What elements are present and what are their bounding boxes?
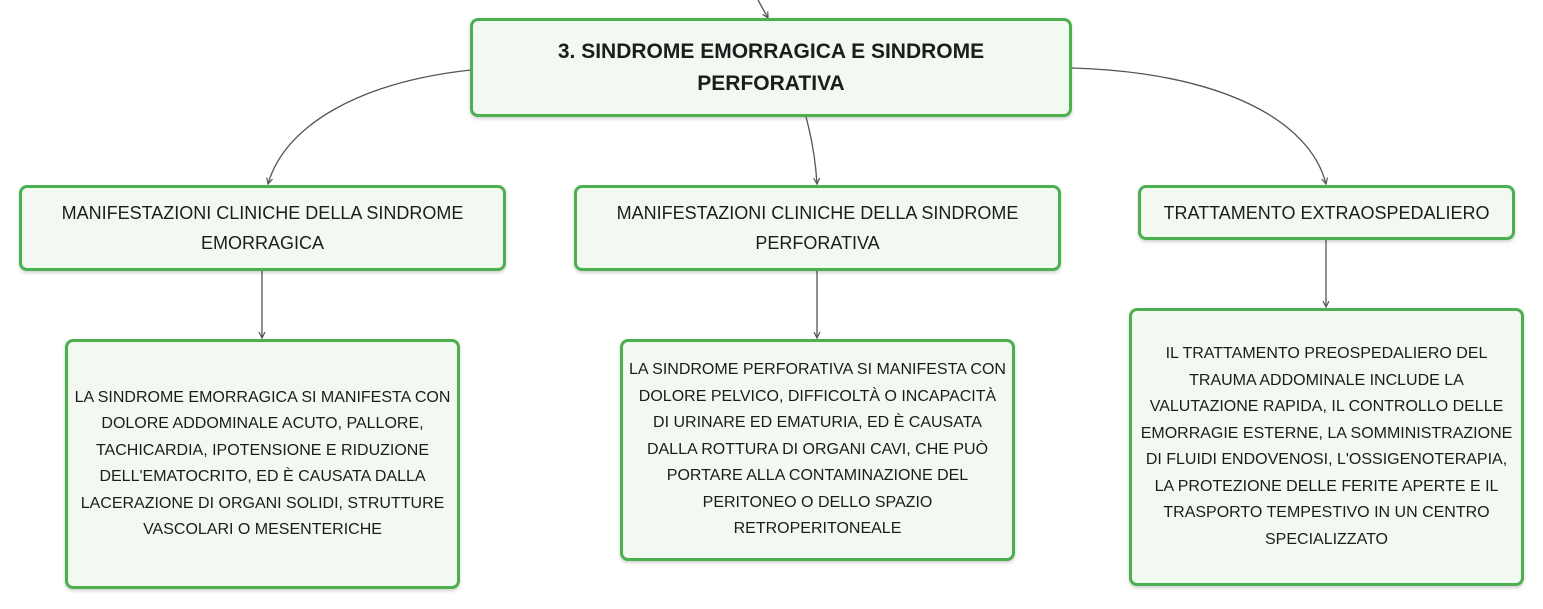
- branch-label: MANIFESTAZIONI CLINICHE DELLA SINDROME EMORRAGICA: [61, 203, 464, 253]
- root-topic-label: 3. SINDROME EMORRAGICA E SINDROME PERFORATIVA: [557, 39, 985, 95]
- detail-node-sindrome-perforativa[interactable]: [620, 339, 1015, 561]
- detail-node-trattamento-extraospedaliero[interactable]: [1129, 308, 1524, 586]
- connector-root-to-branch-2: [806, 117, 817, 184]
- branch-node-sindrome-perforativa[interactable]: [574, 185, 1061, 271]
- detail-text: LA SINDROME PERFORATIVA SI MANIFESTA CON DOLORE PELVICO, DIFFICOLTÀ O INCAPACITÀ DI URINARE ED EMATURIA, ED È CAUSATA DALLA ROTTURA DI ORGANI CAVI, CHE PUÒ PORTARE ALLA CONTAMINAZIONE DEL PERITONEO O DELLO SPAZIO RETROPERITONEALE: [629, 361, 1006, 538]
- branch-node-trattamento-extraospedaliero[interactable]: [1138, 185, 1515, 240]
- connector-root-to-branch-3: [1071, 68, 1326, 184]
- branch-label: MANIFESTAZIONI CLINICHE DELLA SINDROME PERFORATIVA: [616, 203, 1019, 253]
- connector-parent-to-root: [758, 0, 768, 18]
- detail-node-sindrome-emorragica[interactable]: [65, 339, 460, 589]
- connector-root-to-branch-1: [268, 70, 471, 184]
- root-topic-node[interactable]: [470, 18, 1072, 117]
- branch-label: TRATTAMENTO EXTRAOSPEDALIERO: [1163, 202, 1490, 223]
- detail-text: IL TRATTAMENTO PREOSPEDALIERO DEL TRAUMA ADDOMINALE INCLUDE LA VALUTAZIONE RAPIDA, IL CONTROLLO DELLE EMORRAGIE ESTERNE, LA SOMMINISTRAZIONE DI FLUIDI ENDOVENOSI, L'OSSIGENOTERAPIA, LA PROTEZIONE DELLE FERITE APERTE E IL TRASPORTO TEMPESTIVO IN UN CENTRO SPECIALIZZATO: [1140, 345, 1513, 548]
- detail-text: LA SINDROME EMORRAGICA SI MANIFESTA CON DOLORE ADDOMINALE ACUTO, PALLORE, TACHICARDIA, IPOTENSIONE E RIDUZIONE DELL'EMATOCRITO, ED È CAUSATA DALLA LACERAZIONE DI ORGANI SOLIDI, STRUTTURE VASCOLARI O MESENTERICHE: [74, 388, 451, 538]
- branch-node-sindrome-emorragica[interactable]: [19, 185, 506, 271]
